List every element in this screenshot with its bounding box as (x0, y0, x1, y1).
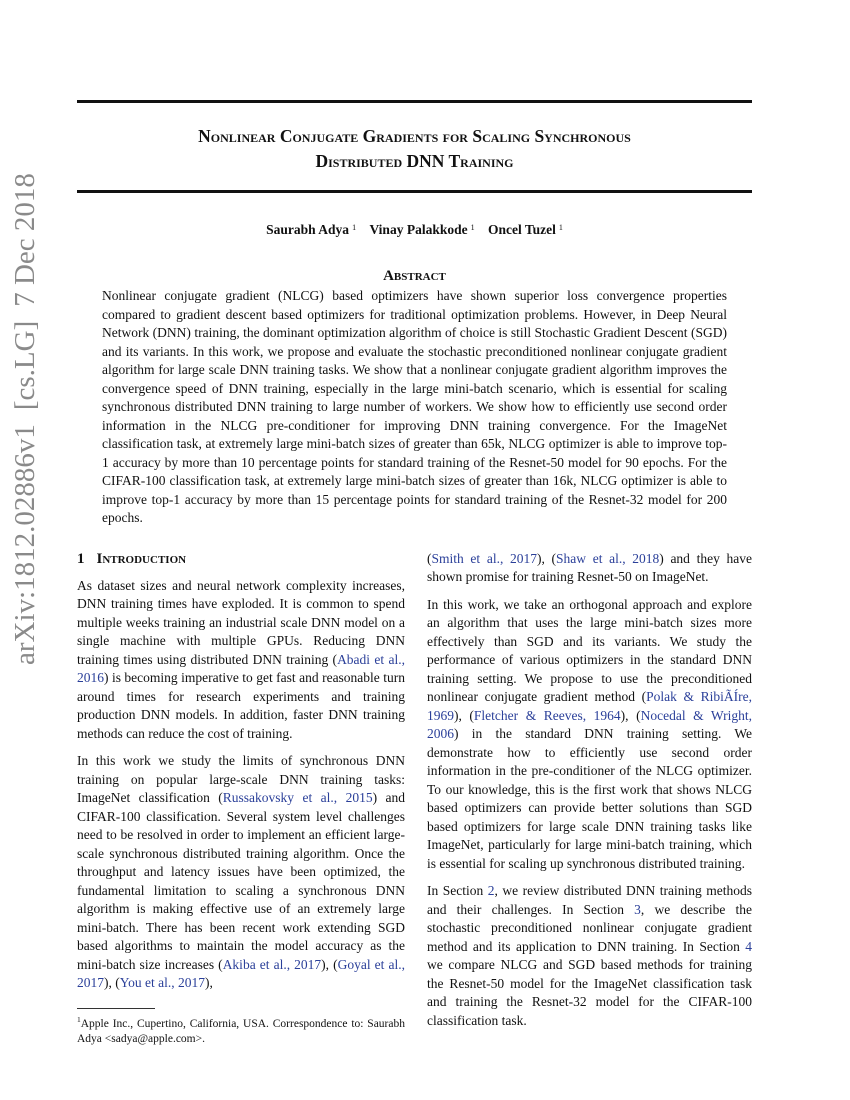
citation-link[interactable]: Nocedal & Wright, 2006 (427, 707, 752, 741)
arxiv-date: 7 Dec 2018 (9, 173, 41, 307)
paper-page (77, 0, 752, 1077)
paragraph-text: In this work, we take an orthogonal approach and explore an algorithm that uses the large mini-batch sizes more effectively than SGD and its variants. We study the performance of various optimizers in the standard DNN training setting. We propose to use the preconditioned nonlinear conjugate gradient method ( (427, 596, 752, 704)
section-title: Introduction (96, 550, 187, 567)
footnote (77, 1012, 405, 1048)
paragraph-text: ) in the standard DNN training setting. We demonstrate how to efficiently use second order information in the pre-conditioner of the NLCG optimizer. To our knowledge, this is the first work that shows NLCG based optimizers can provide better solutions than SGD based optimizers for large scale DNN training tasks like ImageNet, particularly for large mini-batch training, which is essential for scaling up synchronous distributed training. (427, 726, 752, 871)
footnote-mark: 1 (77, 1014, 81, 1024)
right-body (427, 550, 752, 1031)
citation-link[interactable]: Fletcher & Reeves, 1964 (473, 707, 621, 723)
affil-mark: 1 (352, 223, 357, 232)
paragraph (77, 577, 405, 744)
paragraph-text: ), (205, 975, 213, 990)
abstract-text: Nonlinear conjugate gradient (NLCG) based optimizers have shown superior loss convergence properties compared to gradient descent based optimizers for traditional optimization problems. However, in Deep Neural Network (DNN) training, the dominant optimization algorithm of choice is still Stochastic Gradient Descent (SGD) and its variants. In this work, we propose and evaluate the stochastic preconditioned nonlinear conjugate gradient algorithm for large scale DNN training tasks. We show that a nonlinear conjugate gradient algorithm improves the convergence speed of DNN training, especially in the large mini-batch scenario, which is essential for scaling synchronous distributed DNN training to large number of workers. We show how to efficiently use second order information in the NLCG pre-conditioner for improving DNN training convergence. For the ImageNet classification task, at extremely large mini-batch sizes of greater than 65k, NLCG optimizer is able to improve top-1 accuracy by more than 10 percentage points for standard training of the Resnet-50 model for 90 epochs. For the CIFAR-100 classification task, at extremely large mini-batch sizes of greater than 16k, NLCG optimizer is able to improve top-1 accuracy by more than 15 percentage points for standard training of the Resnet-32 model for 200 epochs. (102, 288, 727, 525)
author (369, 222, 474, 237)
paragraph-text: ( (427, 550, 432, 566)
citation-link[interactable]: Akiba et al., 2017 (222, 956, 322, 972)
affil-mark: 1 (558, 223, 563, 232)
paper-title (77, 124, 752, 174)
left-column (77, 550, 405, 1048)
author-name: Oncel Tuzel (487, 222, 556, 237)
section-heading (77, 550, 405, 568)
author (266, 222, 356, 237)
citation-link[interactable]: Smith et al., 2017 (431, 550, 537, 566)
abstract-heading: Abstract (383, 268, 446, 284)
citation-link[interactable]: Russakovsky et al., 2015 (222, 790, 373, 805)
citation-link[interactable]: 2 (487, 883, 495, 898)
citation-link[interactable]: Shaw et al., 2018 (556, 550, 660, 566)
paragraph-text: ), ( (537, 550, 557, 566)
paragraph-text: we compare NLCG and SGD based methods for training the Resnet-50 model for the ImageNet classification task and training the Resnet-32 model for the CIFAR-100 classification task. (427, 957, 752, 1028)
citation-link[interactable]: Polak & RibiÃÍre, 1969 (427, 689, 752, 723)
right-column (427, 550, 752, 1048)
paragraph (427, 550, 752, 587)
title-line-2: Distributed DNN Training (315, 151, 514, 171)
author-name: Vinay Palakkode (369, 222, 468, 237)
body-columns (77, 550, 752, 1048)
paragraph-text: , we describe the stochastic preconditioned nonlinear conjugate gradient method and its application to DNN training. In Section (427, 901, 752, 954)
author (488, 222, 563, 237)
author-list (77, 219, 752, 239)
citation-link[interactable]: 4 (745, 938, 752, 954)
citation-link[interactable]: 3 (634, 901, 641, 917)
author-name: Saurabh Adya (266, 222, 350, 237)
paragraph-text: In this work we study the limits of synchronous DNN training on popular large-scale DNN training tasks: ImageNet classification ( (77, 753, 405, 805)
left-body (77, 577, 405, 1002)
paragraph-text: ), ( (321, 956, 338, 972)
section-number: 1 (77, 550, 85, 567)
footnote-block (77, 1002, 405, 1048)
paragraph-text: As dataset sizes and neural network complexity increases, DNN training times have exploded. It is common to spend multiple weeks training an industrial scale DNN model on a single machine with multiple GPUs. Reducing DNN training times using distributed DNN training ( (77, 577, 405, 667)
paragraph-text: ), ( (620, 707, 641, 723)
citation-link[interactable]: Goyal et al., 2017 (77, 956, 405, 990)
paragraph (427, 596, 752, 874)
paragraph-text: In Section (427, 883, 488, 898)
top-rule (77, 100, 752, 103)
affil-mark: 1 (470, 223, 475, 232)
paragraph (427, 882, 752, 1030)
footnote-text: Apple Inc., Cupertino, California, USA. Correspondence to: Saurabh Adya <sadya@apple.com>. (77, 1017, 405, 1045)
paragraph (77, 752, 405, 993)
paragraph-text: ), ( (104, 975, 120, 990)
arxiv-category: [cs.LG] (9, 320, 41, 411)
arxiv-id: arXiv:1812.02886v1 (9, 424, 41, 665)
citation-link[interactable]: Abadi et al., 2016 (77, 651, 405, 685)
paragraph-text: , we review distributed DNN training methods and their challenges. In Section (427, 883, 753, 917)
paragraph-text: ) and they have shown promise for training Resnet-50 on ImageNet. (427, 550, 752, 584)
paragraph-text: ) is becoming imperative to get fast and reasonable turn around times for research experiments and training production DNN models. In addition, faster DNN training methods can reduce the cost of training. (77, 670, 405, 741)
citation-link[interactable]: You et al., 2017 (119, 975, 206, 990)
paragraph-text: ) and CIFAR-100 classification. Several system level challenges need to be resolved in order to implement an efficient large-scale synchronous distributed training algorithm. Once the throughput and latency issues have been optimized, the fundamental limitation to scaling a synchronous DNN algorithm is making effective use of an extremely large mini-batch. There has been recent work extending SGD based algorithms to maintain the model accuracy as the mini-batch size increases ( (77, 790, 405, 972)
arxiv-stamp (8, 159, 42, 665)
bottom-rule (77, 190, 752, 193)
footnote-rule (77, 1008, 155, 1009)
title-line-1: Nonlinear Conjugate Gradients for Scaling Synchronous (198, 126, 631, 146)
paragraph-text: ), ( (454, 707, 474, 723)
